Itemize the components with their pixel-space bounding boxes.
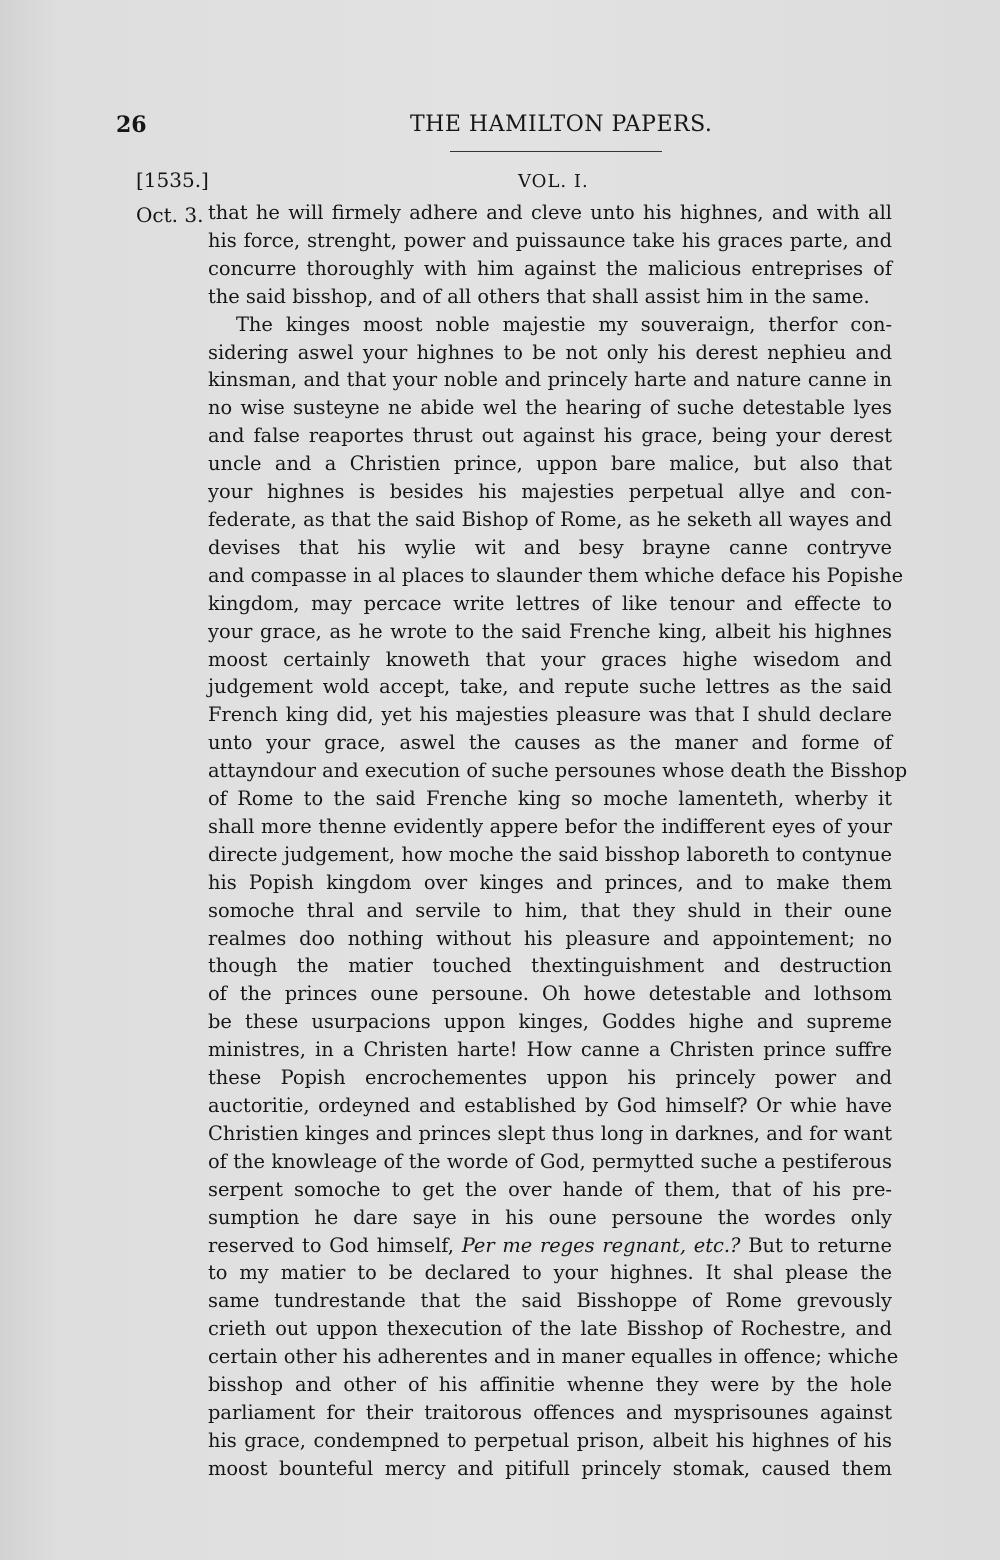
text-line: the said bisshop, and of all others that shall assist him in the same. [208,284,870,308]
year-label: [1535.] [136,168,209,192]
text-line: and compasse in al places to slaunder them whiche deface his Popishe [208,563,904,587]
running-title: THE HAMILTON PAPERS. [410,112,713,137]
text-line: realmes doo nothing without his pleasure and appointement; no [208,926,892,950]
text-line-with-quote [208,1232,892,1260]
text-line: parliament for their traitorous offences and mysprisounes against [208,1400,892,1424]
text-line: uncle and a Christien prince, uppon bare malice, but also that [208,452,892,476]
text-line: kingdom, may percace write lettres of like tenour and effecte to [208,591,892,615]
latin-quote: Per me reges regnant, etc.? [461,1233,741,1257]
text-line: kinsman, and that your noble and princely harte and nature canne in [208,368,892,392]
text-line: of Rome to the said Frenche king so moche lamenteth, wherby it [208,787,892,811]
text-line: that he will firmely adhere and cleve unto his highnes, and with all [208,201,892,224]
text-line: of the knowleage of the worde of God, permytted suche a pestiferous [208,1149,892,1173]
text-line: these Popish encrochementes uppon his princely power and [208,1066,892,1090]
text-line: certain other his adherentes and in maner equalles in offence; whiche [208,1345,899,1369]
text-line: sidering aswel your highnes to be not only his derest nephieu and [208,340,892,364]
text-line: moost bounteful mercy and pitifull princely stomak, caused them [208,1456,892,1480]
text-line: be these usurpacions uppon kinges, Goddes highe and supreme [208,1010,892,1034]
text-segment: But to returne [740,1233,893,1257]
text-line: though the matier touched thextinguishment and destruction [208,954,892,978]
text-line: of the princes oune persoune. Oh howe detestable and lothsom [208,982,892,1006]
text-line: sumption he dare saye in his oune persoune the wordes only [208,1205,892,1229]
text-line: unto your grace, aswel the causes as the maner and forme of [208,731,892,755]
text-line: directe judgement, how moche the said bisshop laboreth to contynue [208,842,892,866]
text-line: federate, as that the said Bishop of Rome, as he seketh all wayes and [208,507,892,531]
text-segment: reserved to God himself, [208,1233,462,1257]
text-line: his grace, condempned to perpetual prison, albeit his highnes of his [208,1428,892,1452]
text-line: serpent somoche to get the over hande of them, that of his pre- [208,1177,892,1201]
title-rule [450,151,662,152]
text-line: somoche thral and servile to him, that they shuld in their oune [208,898,892,922]
text-line: crieth out uppon thexecution of the late Bisshop of Rochestre, and [208,1317,892,1341]
text-line: attayndour and execution of suche persounes whose death the Bisshop [208,759,908,783]
text-line: your grace, as he wrote to the said Frenche king, albeit his highnes [208,619,892,643]
text-line: judgement wold accept, take, and repute suche lettres as the said [208,675,892,699]
text-line: no wise susteyne ne abide wel the hearing of suche detestable lyes [208,396,892,420]
text-line: auctoritie, ordeyned and established by God himself? Or whie have [208,1094,892,1117]
volume-label: VOL. I. [518,171,589,192]
text-line: bisshop and other of his affinitie whenne they were by the hole [208,1373,892,1397]
text-line: The kinges moost noble majestie my souveraign, therfor con- [236,312,892,336]
text-line: your highnes is besides his majesties perpetual allye and con- [208,480,892,504]
page-number: 26 [116,112,147,138]
text-line: and false reaportes thrust out against his grace, being your derest [208,424,892,448]
text-line: French king did, yet his majesties pleasure was that I shuld declare [208,703,892,727]
text-line: moost certainly knoweth that your graces highe wisedom and [208,647,892,671]
text-line: devises that his wylie wit and besy brayne canne contryve [208,535,892,559]
text-line: his Popish kingdom over kinges and princes, and to make them [208,870,892,894]
text-line: Christien kinges and princes slept thus long in darknes, and for want [208,1121,892,1145]
text-line: shall more thenne evidently appere befor the indifferent eyes of your [208,814,892,838]
text-line: his force, strenght, power and puissaunce take his graces parte, and [208,228,892,252]
text-line: same tundrestande that the said Bisshoppe of Rome grevously [208,1289,892,1313]
text-line: ministres, in a Christen harte! How canne a Christen prince suffre [208,1038,892,1062]
text-line: to my matier to be declared to your highnes. It shal please the [208,1261,892,1285]
margin-date: Oct. 3. [136,203,204,227]
body-text [208,199,908,1483]
text-line: concurre thoroughly with him against the malicious entreprises of [208,256,892,280]
